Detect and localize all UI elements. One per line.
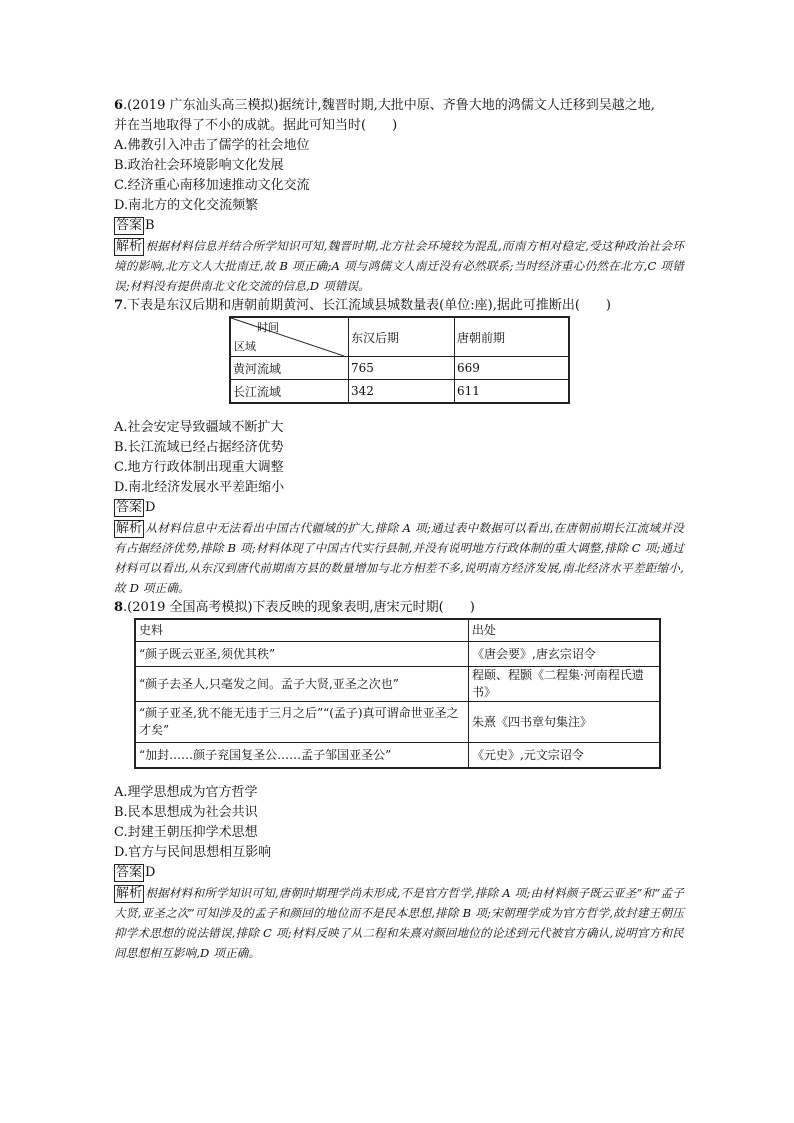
option-a: A.理学思想成为官方哲学 xyxy=(114,785,258,800)
table-cell: “颜子亚圣,犹不能无违于三月之后”“(孟子)真可谓命世亚圣之才矣” xyxy=(135,702,469,743)
corner-bottom-label: 区域 xyxy=(234,340,256,353)
explanation xyxy=(114,236,684,296)
table-header-cell: 唐朝前期 xyxy=(455,317,570,357)
question-7 xyxy=(114,296,684,598)
option-d: D.官方与民间思想相互影响 xyxy=(114,845,272,860)
explanation-label: 解析 xyxy=(116,886,143,901)
answer-line xyxy=(114,863,684,883)
table-header-cell: 史料 xyxy=(135,619,469,642)
question-8-number: 8 xyxy=(114,600,124,615)
table-row xyxy=(135,702,660,743)
explanation-label: 解析 xyxy=(116,521,143,536)
option-d: D.南北方的文化交流频繁 xyxy=(114,198,259,213)
table-cell: 长江流域 xyxy=(230,380,349,404)
answer-line xyxy=(114,216,684,236)
table-cell: 黄河流域 xyxy=(230,357,349,380)
option-d: D.南北经济发展水平差距缩小 xyxy=(114,480,285,495)
historical-sources-table xyxy=(134,618,661,769)
option-c: C.地方行政体制出现重大调整 xyxy=(114,460,284,475)
answer-label: 答案 xyxy=(116,500,143,515)
explanation-text: 根据材料信息并结合所学知识可知,魏晋时期,北方社会环境较为混乱,而南方相对稳定,受这种政治社会环境的影响,北方文人大批南迁,故 B 项正确;A 项与鸿儒文人南迁没有必然联系;当时经济重心仍然在北方,C 项错误;材料没有提供南北文化交流的信息,D 项错误。 xyxy=(114,239,685,293)
table-cell: “颜子去圣人,只毫发之间。孟子大贤,亚圣之次也” xyxy=(135,667,469,702)
table-cell: 669 xyxy=(455,357,570,380)
question-6 xyxy=(114,96,684,296)
option-b: B.政治社会环境影响文化发展 xyxy=(114,158,284,173)
table-cell: “颜子既云亚圣,须优其秩” xyxy=(135,642,469,667)
answer-value: B xyxy=(145,218,155,233)
explanation xyxy=(114,518,684,598)
table-cell: 程颐、程颢《二程集·河南程氏遗书》 xyxy=(469,667,661,702)
question-8-stem: 8.(2019 全国高考模拟)下表反映的现象表明,唐宋元时期( ) xyxy=(114,600,475,615)
table-cell: 《元史》,元文宗诏令 xyxy=(469,743,661,769)
answer-line xyxy=(114,498,684,518)
corner-top-label: 时间 xyxy=(257,321,279,334)
table-cell: 朱熹《四书章句集注》 xyxy=(469,702,661,743)
option-b: B.民本思想成为社会共识 xyxy=(114,805,258,820)
explanation xyxy=(114,883,684,963)
worksheet-page xyxy=(114,96,684,963)
question-7-stem: 7.下表是东汉后期和唐朝前期黄河、长江流域县城数量表(单位:座),据此可推断出( ) xyxy=(114,298,611,313)
question-6-number: 6 xyxy=(114,98,124,113)
table-row xyxy=(230,357,569,380)
answer-label: 答案 xyxy=(116,218,143,233)
question-8 xyxy=(114,598,684,963)
table-row xyxy=(135,667,660,702)
table-cell: 611 xyxy=(455,380,570,404)
table-cell: “加封……颜子兖国复圣公……孟子邹国亚圣公” xyxy=(135,743,469,769)
answer-value: D xyxy=(145,865,156,880)
answer-label: 答案 xyxy=(116,865,143,880)
explanation-label: 解析 xyxy=(116,239,143,254)
explanation-text: 从材料信息中无法看出中国古代疆域的扩大,排除 A 项;通过表中数据可以看出,在唐朝前期长江流域并没有占据经济优势,排除 B 项;材料体现了中国古代实行县制,并没有说明地方行政体制的重大调整,排除 C 项;通过材料可以看出,从东汉到唐代前期南方县的数量增加与北方相差不多,说明南方经济发展,南北经济水平差距缩小,故 D 项正确。 xyxy=(114,521,684,595)
table-header-cell: 出处 xyxy=(469,619,661,642)
county-count-table xyxy=(229,316,570,404)
answer-value: D xyxy=(145,500,156,515)
option-c: C.经济重心南移加速推动文化交流 xyxy=(114,178,310,193)
option-b: B.长江流域已经占据经济优势 xyxy=(114,440,284,455)
table-row xyxy=(135,642,660,667)
question-6-stem: 6.(2019 广东汕头高三模拟)据统计,魏晋时期,大批中原、齐鲁大地的鸿儒文人迁移到吴越之地, 并在当地取得了不小的成就。据此可知当时( ) xyxy=(114,98,655,133)
table-corner-cell xyxy=(230,317,349,357)
table-row xyxy=(230,380,569,404)
table-header-cell: 东汉后期 xyxy=(349,317,455,357)
table-row xyxy=(135,743,660,769)
option-a: A.社会安定导致疆域不断扩大 xyxy=(114,420,284,435)
table-cell: 342 xyxy=(349,380,455,404)
table-cell: 《唐会要》,唐玄宗诏令 xyxy=(469,642,661,667)
question-7-number: 7 xyxy=(114,298,124,313)
explanation-text: 根据材料和所学知识可知,唐朝时期理学尚未形成,不是官方哲学,排除 A 项;由材料颜子既云亚圣”和“孟子大贤,亚圣之次”可知涉及的孟子和颜回的地位而不是民本思想,排除 B 项;宋朝理学成为官方哲学,故封建王朝压抑学术思想的说法错误,排除 C 项;材料反映了从二程和朱熹对颜回地位的论述到元代被官方确认,说明官方和民间思想相互影响,D 项正确。 xyxy=(114,886,684,960)
option-c: C.封建王朝压抑学术思想 xyxy=(114,825,258,840)
table-cell: 765 xyxy=(349,357,455,380)
option-a: A.佛教引入冲击了儒学的社会地位 xyxy=(114,138,310,153)
